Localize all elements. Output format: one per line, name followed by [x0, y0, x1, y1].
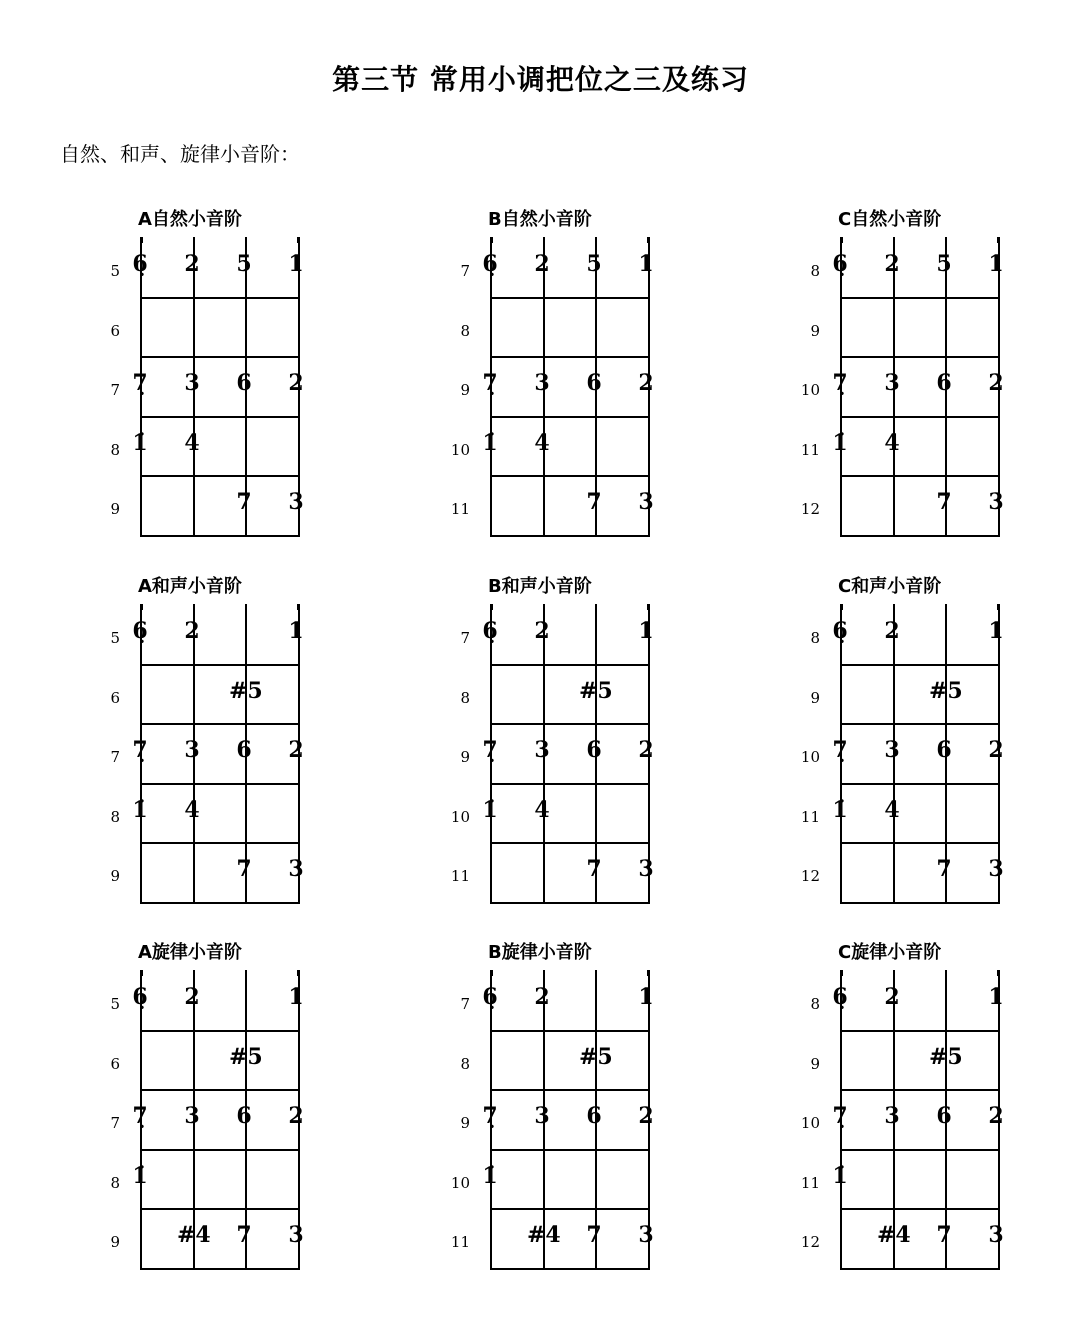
scale-note: 2 [288, 737, 304, 764]
scale-note: 1̇ [482, 796, 498, 823]
scale-note: 7̣ [832, 370, 848, 397]
fret-number: 10 [450, 1173, 470, 1192]
scale-note: 7 [586, 856, 602, 883]
string-tick [297, 970, 299, 976]
scale-note: 1̇ [132, 1162, 148, 1189]
scale-note: 3 [988, 856, 1004, 883]
scale-note: 1 [638, 618, 654, 644]
scale-note: 3 [534, 737, 550, 764]
fret-number: 11 [800, 440, 820, 459]
fret-line [492, 842, 648, 844]
string-tick [997, 970, 999, 976]
scale-note: 5 [586, 251, 602, 277]
fret-number: 12 [800, 1233, 820, 1252]
fret-number: 7 [110, 1114, 120, 1133]
page-title: 第三节 常用小调把位之三及练习 [332, 63, 749, 96]
fret-number: 9 [810, 688, 820, 707]
fret-line [842, 416, 998, 418]
fret-number: 9 [810, 1054, 820, 1073]
fret-number: 5 [110, 995, 120, 1013]
fretboard-grid [490, 604, 650, 904]
scale-note: 1 [988, 618, 1004, 644]
fret-number: 12 [800, 867, 820, 886]
fretboard-grid [140, 970, 300, 1270]
fret-line [492, 1030, 648, 1032]
scale-note: 7̣ [132, 1103, 148, 1130]
scale-note: 7̣ [132, 737, 148, 764]
fret-number: 10 [800, 1114, 820, 1133]
fret-number: 9 [460, 381, 470, 400]
scale-note: 3 [288, 489, 304, 516]
scale-note: 2 [884, 618, 900, 644]
scale-note: 3 [184, 370, 200, 397]
scale-note: 2 [638, 370, 654, 397]
scale-note: 3 [638, 489, 654, 516]
scale-note: 1̇ [482, 429, 498, 456]
scale-note: 2 [884, 251, 900, 277]
scale-note: #5 [929, 1043, 963, 1070]
fret-line [842, 1089, 998, 1091]
diagram-title: B和声小音阶 [488, 576, 592, 597]
scale-note: 6 [586, 737, 602, 764]
fret-number: 11 [450, 1233, 470, 1252]
scale-note: 7 [236, 856, 252, 883]
scale-note: 2 [988, 737, 1004, 764]
scale-note: #5 [579, 677, 613, 704]
scale-note: 4 [884, 429, 900, 456]
fret-number: 9 [460, 1114, 470, 1133]
scale-note: 3 [184, 1103, 200, 1130]
scale-diagram [110, 205, 330, 525]
scale-note: 1 [288, 618, 304, 644]
scale-note: 5 [236, 251, 252, 277]
string-tick [647, 970, 649, 976]
scale-note: 6̣ [132, 251, 148, 277]
fret-number: 7 [460, 995, 470, 1013]
scale-note: 7̣ [482, 737, 498, 764]
scale-note: 1 [988, 251, 1004, 277]
fret-line [842, 297, 998, 299]
scale-note: 2 [534, 618, 550, 644]
fret-line [842, 356, 998, 358]
scale-note: 3 [884, 370, 900, 397]
diagram-title: A自然小音阶 [138, 209, 242, 230]
scale-note: 7 [236, 489, 252, 516]
scale-note: 7 [586, 489, 602, 516]
scale-note: 6̣ [482, 618, 498, 644]
fret-number: 10 [800, 381, 820, 400]
scale-diagram [800, 938, 1030, 1258]
scale-note: 6̣ [832, 251, 848, 277]
scale-note: 3 [884, 1103, 900, 1130]
fret-number: 8 [110, 440, 120, 459]
scale-note: 6 [236, 370, 252, 397]
string-tick [491, 237, 493, 243]
string-tick [841, 604, 843, 610]
fretboard-grid [490, 970, 650, 1270]
scale-note: 6̣ [132, 618, 148, 644]
scale-note: 7 [936, 1222, 952, 1249]
scale-note: 2 [638, 737, 654, 764]
scale-note: 4 [184, 796, 200, 823]
scale-note: 2 [884, 984, 900, 1010]
diagram-title: C自然小音阶 [838, 209, 942, 230]
fret-line [842, 475, 998, 477]
fret-number: 6 [110, 688, 120, 707]
fret-number: 8 [460, 1054, 470, 1073]
scale-note: 3 [288, 856, 304, 883]
fret-line [492, 783, 648, 785]
scale-note: 3 [184, 737, 200, 764]
scale-note: 2 [288, 1103, 304, 1130]
scale-diagram [800, 572, 1030, 892]
scale-note: 2 [534, 251, 550, 277]
scale-note: 2 [988, 1103, 1004, 1130]
fret-number: 9 [110, 867, 120, 886]
scale-note: 3 [884, 737, 900, 764]
fret-line [142, 783, 298, 785]
fret-line [142, 723, 298, 725]
subtitle: 自然、和声、旋律小音阶： [60, 142, 300, 166]
scale-note: 1 [988, 984, 1004, 1010]
scale-note: 5 [936, 251, 952, 277]
scale-diagram [450, 205, 680, 525]
scale-note: #5 [579, 1043, 613, 1070]
diagram-title: B自然小音阶 [488, 209, 592, 230]
scale-note: 7̣ [132, 370, 148, 397]
fretboard-grid [840, 237, 1000, 537]
fret-number: 11 [450, 500, 470, 519]
string-tick [297, 604, 299, 610]
fret-number: 7 [110, 381, 120, 400]
scale-note: 6̣ [482, 984, 498, 1010]
fret-number: 8 [460, 321, 470, 340]
fret-number: 8 [810, 262, 820, 280]
fret-number: 9 [110, 1233, 120, 1252]
scale-note: #5 [229, 677, 263, 704]
fretboard-grid [140, 604, 300, 904]
fret-line [492, 664, 648, 666]
fret-number: 5 [110, 262, 120, 280]
scale-note: 1̇ [832, 1162, 848, 1189]
fret-line [142, 1089, 298, 1091]
scale-note: 2 [288, 370, 304, 397]
fret-line [842, 842, 998, 844]
fret-number: 8 [110, 807, 120, 826]
scale-note: 7 [236, 1222, 252, 1249]
scale-note: 1̇ [832, 429, 848, 456]
fret-line [492, 1149, 648, 1151]
diagram-title: B旋律小音阶 [488, 942, 592, 963]
fret-number: 10 [450, 807, 470, 826]
fret-line [492, 475, 648, 477]
fret-number: 11 [800, 807, 820, 826]
scale-note: 6 [586, 1103, 602, 1130]
fretboard-grid [840, 604, 1000, 904]
scale-note: 4 [534, 796, 550, 823]
fret-line [142, 297, 298, 299]
string-tick [141, 970, 143, 976]
string-tick [997, 237, 999, 243]
fret-number: 10 [450, 440, 470, 459]
fret-line [842, 723, 998, 725]
scale-note: 2 [638, 1103, 654, 1130]
scale-note: 4 [184, 429, 200, 456]
string-tick [841, 237, 843, 243]
scale-note: 7 [586, 1222, 602, 1249]
fret-number: 7 [110, 748, 120, 767]
scale-note: 2 [534, 984, 550, 1010]
fret-number: 6 [110, 1054, 120, 1073]
fret-number: 11 [450, 867, 470, 886]
fret-line [142, 475, 298, 477]
scale-note: 6̣ [482, 251, 498, 277]
scale-note: 1̇ [482, 1162, 498, 1189]
scale-note: 6 [936, 370, 952, 397]
fret-number: 12 [800, 500, 820, 519]
string-tick [491, 970, 493, 976]
fret-line [142, 1208, 298, 1210]
fretboard-grid [140, 237, 300, 537]
scale-note: 4 [534, 429, 550, 456]
fret-number: 7 [460, 262, 470, 280]
fret-line [142, 1149, 298, 1151]
string-tick [491, 604, 493, 610]
fret-number: 9 [110, 500, 120, 519]
scale-note: 7̣ [482, 1103, 498, 1130]
fret-line [842, 664, 998, 666]
scale-note: 1̇ [832, 796, 848, 823]
string-tick [141, 237, 143, 243]
scale-note: 7̣ [832, 737, 848, 764]
scale-diagram [110, 572, 330, 892]
scale-note: 3 [288, 1222, 304, 1249]
string-tick [841, 970, 843, 976]
fret-line [492, 1208, 648, 1210]
fret-line [142, 356, 298, 358]
scale-note: 7 [936, 489, 952, 516]
scale-note: 6̣ [832, 984, 848, 1010]
scale-note: 7̣ [832, 1103, 848, 1130]
scale-note: 3 [988, 1222, 1004, 1249]
scale-note: 2 [184, 251, 200, 277]
fret-number: 6 [110, 321, 120, 340]
fretboard-grid [490, 237, 650, 537]
diagram-title: A旋律小音阶 [138, 942, 242, 963]
fret-number: 8 [810, 995, 820, 1013]
scale-note: 7 [936, 856, 952, 883]
scale-note: 6̣ [832, 618, 848, 644]
fret-line [842, 1149, 998, 1151]
fret-line [492, 356, 648, 358]
string-tick [647, 237, 649, 243]
scale-note: #4 [877, 1222, 911, 1249]
scale-note: 1̇ [132, 796, 148, 823]
fret-line [492, 416, 648, 418]
scale-note: 3 [638, 1222, 654, 1249]
fret-line [842, 1208, 998, 1210]
scale-note: 3 [534, 370, 550, 397]
scale-note: 6 [236, 737, 252, 764]
scale-note: 6 [936, 737, 952, 764]
scale-note: 6̣ [132, 984, 148, 1010]
fret-number: 9 [810, 321, 820, 340]
scale-note: 1 [638, 984, 654, 1010]
diagram-title: A和声小音阶 [138, 576, 242, 597]
string-tick [297, 237, 299, 243]
fret-number: 8 [460, 688, 470, 707]
fret-number: 10 [800, 748, 820, 767]
fret-line [142, 842, 298, 844]
fret-number: 8 [110, 1173, 120, 1192]
fret-number: 11 [800, 1173, 820, 1192]
scale-note: 3 [638, 856, 654, 883]
fret-line [142, 416, 298, 418]
scale-diagram [450, 572, 680, 892]
string-tick [141, 604, 143, 610]
fret-number: 9 [460, 748, 470, 767]
scale-diagram [110, 938, 330, 1258]
scale-note: #5 [929, 677, 963, 704]
scale-diagram [450, 938, 680, 1258]
scale-note: 6 [586, 370, 602, 397]
fret-number: 5 [110, 629, 120, 647]
fret-line [142, 1030, 298, 1032]
diagram-title: C和声小音阶 [838, 576, 942, 597]
scale-note: 1̇ [132, 429, 148, 456]
fret-line [842, 783, 998, 785]
scale-diagram [800, 205, 1030, 525]
scale-note: 2 [184, 618, 200, 644]
scale-note: 1 [638, 251, 654, 277]
string-tick [647, 604, 649, 610]
scale-note: 3 [988, 489, 1004, 516]
fret-line [492, 723, 648, 725]
fret-line [492, 1089, 648, 1091]
scale-note: 1 [288, 984, 304, 1010]
scale-note: 7̣ [482, 370, 498, 397]
fret-line [142, 664, 298, 666]
scale-note: 4 [884, 796, 900, 823]
scale-note: 2 [988, 370, 1004, 397]
fret-number: 7 [460, 629, 470, 647]
fretboard-grid [840, 970, 1000, 1270]
fret-number: 8 [810, 629, 820, 647]
scale-note: 6 [936, 1103, 952, 1130]
scale-note: #4 [177, 1222, 211, 1249]
scale-note: #4 [527, 1222, 561, 1249]
scale-note: 1 [288, 251, 304, 277]
fret-line [492, 297, 648, 299]
scale-note: #5 [229, 1043, 263, 1070]
diagram-title: C旋律小音阶 [838, 942, 942, 963]
scale-note: 2 [184, 984, 200, 1010]
string-tick [997, 604, 999, 610]
scale-note: 3 [534, 1103, 550, 1130]
scale-note: 6 [236, 1103, 252, 1130]
fret-line [842, 1030, 998, 1032]
